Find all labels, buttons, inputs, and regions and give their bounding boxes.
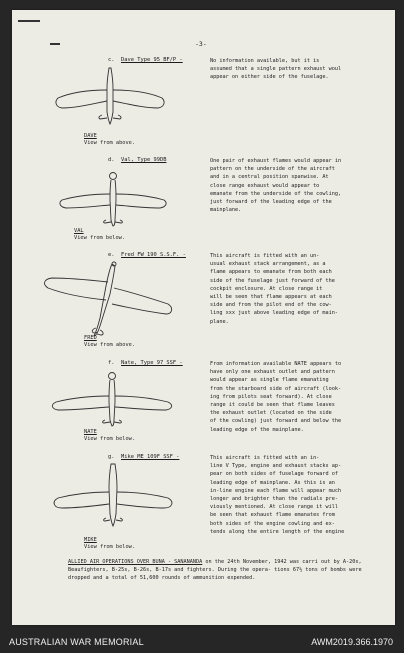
nate-caption [84, 429, 135, 442]
mike-caption-name: MIKE [84, 537, 97, 543]
summary-heading: ALLIED AIR OPERATIONS OVER BUNA - SANANANDA [68, 559, 203, 565]
section-d-text: One pair of exhaust flames would appear in pattern on the underside of the aircraft and in a central position spanwise. At close range exhaust would appear to emanate from the underside of the cowling, just forward of the leading edge of the mainplane. [210, 158, 342, 214]
footer-institution: AUSTRALIAN WAR MEMORIAL [9, 637, 144, 647]
section-f-aircraft-name: Nate, Type 97 SSF - [121, 360, 183, 366]
fred-aircraft-sketch [34, 258, 184, 340]
section-g-label [108, 454, 179, 461]
mike-caption-view: View from below. [84, 543, 136, 550]
val-caption-view: View from below. [74, 234, 126, 241]
section-c-letter: c. [108, 57, 115, 63]
section-g-text: This aircraft is fitted with an in- line V Type, engine and exhaust stacks ap- pear on both sides of fuselage forward of leading edge of mainplane. As this is an in-line engine each flame will appear much longer and brighter than the radials pre- viously mentioned. At close range it will be seen that exhaust flame emanates from both sides of the engine cowling and ex- tends along the entire length of the engine [210, 455, 345, 535]
section-e-aircraft-name: Fred FW 190 S.S.F. - [121, 252, 186, 258]
fred-caption-view: View from above. [84, 341, 136, 348]
val-caption [74, 228, 125, 241]
section-d-letter: d. [108, 157, 115, 163]
nate-caption-name: NATE [84, 429, 97, 435]
nate-aircraft-sketch [48, 370, 178, 430]
summary-body: on the 24th November, 1942 was carri out by A-20s, Beaufighters, B-25s, B-26s, B-17s and fighters. During the opera- tions 67½ tons of bombs were dropped and a total of 51,600 rounds of ammunition expended. [68, 559, 362, 582]
fred-caption-name: FRED [84, 335, 97, 341]
hole-punch-mark-middle [50, 43, 60, 45]
footer-accession-number: AWM2019.366.1970 [311, 637, 393, 647]
section-c-aircraft-name: Dave Type 95 BF/P - [121, 57, 183, 63]
dave-caption-name: DAVE [84, 133, 97, 139]
document-page [12, 10, 395, 625]
dave-aircraft-sketch [52, 66, 172, 126]
page-number: -3- [195, 40, 207, 48]
val-caption-name: VAL [74, 228, 84, 234]
section-d-label [108, 157, 166, 164]
nate-caption-view: View from below. [84, 435, 136, 442]
section-f-letter: f. [108, 360, 115, 366]
section-c-text: No information available, but it is assumed that a single pattern exhaust woul appear on either side of the fuselage. [210, 58, 342, 81]
summary-paragraph [68, 558, 386, 583]
section-f-label [108, 360, 183, 367]
section-e-text: This aircraft is fitted with an un- usual exhaust stack arrangement, as a flame appears to emanate from both each side of the fuselage just forward of the cockpit enclosure. At close range it will be seen that flame appears at each side and from the pilot end of the cow- ling xxx just above leading edge of main- plane. [210, 253, 339, 325]
section-g-aircraft-name: Mike ME 109F SSF - [121, 454, 180, 460]
section-e-letter: e. [108, 252, 115, 258]
section-d-aircraft-name: Val, Type 99DB [121, 157, 167, 163]
hole-punch-mark-top [18, 20, 40, 22]
mike-caption [84, 537, 135, 550]
section-g-letter: g. [108, 454, 115, 460]
section-f-text: From information available NATE appears to have only one exhaust outlet and pattern would appear as single flame emanating from the starboard side of aircraft (look- ing from pilots seat forward). At close range it could be seen that flame leaves the exhaust outlet (located on the side of the cowling) just forward and below the leading edge of the mainplane. [210, 361, 342, 433]
section-c-label [108, 57, 183, 64]
fred-caption [84, 335, 135, 348]
dave-caption-view: View from above. [84, 139, 136, 146]
dave-caption [84, 133, 135, 146]
archive-footer [0, 631, 404, 651]
mike-aircraft-sketch [48, 462, 180, 528]
val-aircraft-sketch [56, 170, 174, 228]
